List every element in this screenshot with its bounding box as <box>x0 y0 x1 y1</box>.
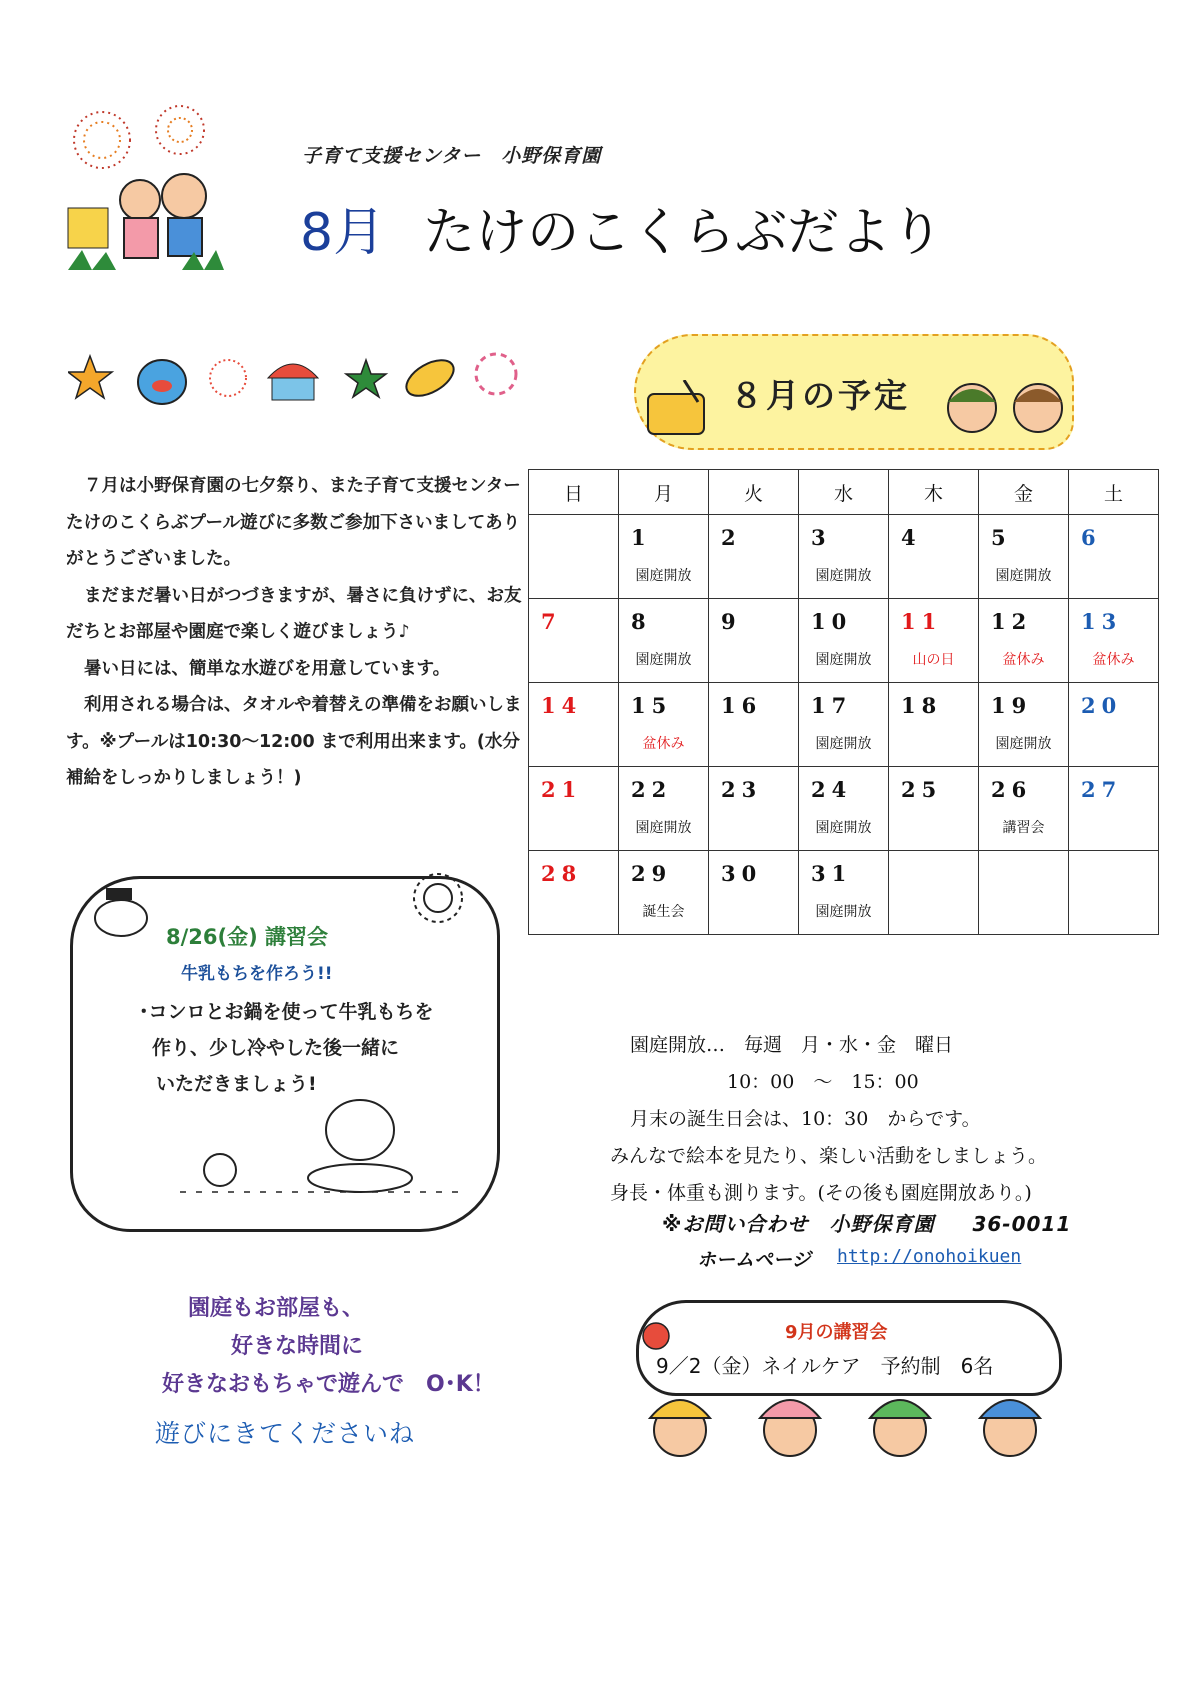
day-number: 19 <box>991 693 1033 718</box>
day-event: 園庭開放 <box>815 904 872 920</box>
homepage-link[interactable]: http://onohoikuen <box>837 1246 1022 1267</box>
star-green-icon <box>346 360 386 397</box>
calendar-header-row <box>529 470 1159 515</box>
lecture-subtitle: 牛乳もちを作ろう!! <box>181 964 333 984</box>
calendar-day-cell <box>1069 515 1159 599</box>
day-number: 5 <box>991 525 1012 550</box>
calendar-day-cell <box>709 599 799 683</box>
calendar-day-cell <box>1069 767 1159 851</box>
message-line: 好きなおもちゃで遊んで O･K！ <box>162 1372 495 1397</box>
calendar-body <box>529 515 1159 935</box>
day-number: 14 <box>541 693 583 718</box>
intro-paragraph: まだまだ暑い日がつづきますが、暑さに負けずに、お友だちとお部屋や園庭で楽しく遊びましょう♪ <box>66 585 522 642</box>
fireworks-kids-illustration <box>62 100 232 280</box>
homepage-label: ホームページ <box>697 1249 811 1271</box>
lecture-line: 作り、少し冷やした後一緒に <box>152 1037 400 1059</box>
day-event: 講習会 <box>1002 820 1045 836</box>
day-event: 園庭開放 <box>995 568 1052 584</box>
message-line: 好きな時間に <box>231 1334 364 1359</box>
day-number: 16 <box>721 693 763 718</box>
info-line: 園庭開放… 毎週 月・水・金 曜日 <box>630 1034 954 1056</box>
day-event: 園庭開放 <box>635 568 692 584</box>
day-number: 27 <box>1081 777 1123 802</box>
day-number: 18 <box>901 693 943 718</box>
decorative-icon-row <box>68 350 538 410</box>
calendar-day-cell <box>1069 851 1159 935</box>
info-line: 月末の誕生日会は、10：30 からです。 <box>630 1108 981 1130</box>
info-block <box>610 1027 1047 1212</box>
day-number: 30 <box>721 861 763 886</box>
weekday-header: 金 <box>979 470 1069 515</box>
september-title: 9月の講習会 <box>785 1322 888 1343</box>
calendar-day-cell <box>529 515 619 599</box>
day-number: 28 <box>541 861 583 886</box>
day-number: 15 <box>631 693 673 718</box>
calendar-day-cell <box>889 683 979 767</box>
weekday-header: 水 <box>799 470 889 515</box>
newsletter-title <box>300 190 943 265</box>
day-number: 20 <box>1081 693 1123 718</box>
calendar-day-cell <box>529 767 619 851</box>
intro-paragraph: 利用される場合は、タオルや着替えの準備をお願いします。※プールは10:30～12:00 まで利用出来ます。(水分補給をしっかりしましょう！) <box>66 695 522 788</box>
calendar-day-cell <box>1069 599 1159 683</box>
day-event: 盆休み <box>1092 652 1135 668</box>
title-month: 8月 <box>300 203 386 263</box>
star-icon <box>68 356 112 398</box>
day-number: 29 <box>631 861 673 886</box>
day-event: 園庭開放 <box>815 652 872 668</box>
come-play-text: 遊びにきてくださいね <box>155 1419 416 1448</box>
day-event: 園庭開放 <box>635 652 692 668</box>
calendar-day-cell <box>619 851 709 935</box>
calendar-day-cell <box>709 851 799 935</box>
calendar-day-cell <box>799 683 889 767</box>
intro-paragraph: 暑い日には、簡単な水遊びを用意しています。 <box>84 658 451 679</box>
september-detail: 9／2（金）ネイルケア 予約制 6名 <box>656 1354 994 1378</box>
day-event: 誕生会 <box>642 904 685 920</box>
day-event: 園庭開放 <box>995 736 1052 752</box>
title-text: たけのこくらぶだより <box>423 203 944 263</box>
sun-icon <box>408 868 468 928</box>
calendar-day-cell <box>529 599 619 683</box>
day-number: 3 <box>811 525 832 550</box>
info-line: 10：00 ～ 15：00 <box>727 1071 919 1093</box>
lecture-line: ･コンロとお鍋を使って牛乳もちを <box>139 1001 434 1023</box>
calendar-day-cell <box>979 851 1069 935</box>
goldfish-bag-icon <box>138 360 186 404</box>
day-event: 山の日 <box>912 652 955 668</box>
organization-name: 子育て支援センター 小野保育園 <box>302 145 602 167</box>
intro-text <box>66 468 528 797</box>
kids-eating-illustration <box>940 378 1070 452</box>
contact-number: 36-0011 <box>972 1212 1072 1236</box>
day-number: 25 <box>901 777 943 802</box>
contact-label: ※お問い合わせ 小野保育園 <box>662 1212 935 1236</box>
calendar-day-cell <box>529 683 619 767</box>
calendar-day-cell <box>889 767 979 851</box>
day-number: 26 <box>991 777 1033 802</box>
fireworks-pink-icon <box>476 354 516 394</box>
pot-icon <box>640 380 720 450</box>
day-number: 24 <box>811 777 853 802</box>
calendar-day-cell <box>709 515 799 599</box>
day-number: 11 <box>901 609 943 634</box>
lecture-body <box>139 994 434 1102</box>
day-number: 8 <box>631 609 652 634</box>
calendar-week-row <box>529 515 1159 599</box>
calendar-day-cell <box>979 683 1069 767</box>
day-number: 10 <box>811 609 853 634</box>
day-event: 園庭開放 <box>815 568 872 584</box>
day-number: 17 <box>811 693 853 718</box>
day-number: 22 <box>631 777 673 802</box>
fireworks-icon <box>74 106 204 168</box>
intro-paragraph: ７月は小野保育園の七夕祭り、また子育て支援センターたけのこくらぶプール遊びに多数ご参加下さいましてありがとうございました。 <box>66 476 521 569</box>
dog-in-float-icon <box>180 1090 470 1200</box>
corn-icon <box>400 353 459 403</box>
fireworks-small-icon <box>210 360 246 396</box>
pig-icon <box>86 880 156 940</box>
calendar-day-cell <box>619 599 709 683</box>
day-number: 13 <box>1081 609 1123 634</box>
calendar-day-cell <box>709 683 799 767</box>
welcome-message <box>162 1290 495 1404</box>
weekday-header: 木 <box>889 470 979 515</box>
message-line: 園庭もお部屋も、 <box>188 1296 365 1321</box>
weekday-header: 日 <box>529 470 619 515</box>
calendar-day-cell <box>799 767 889 851</box>
calendar-day-cell <box>1069 683 1159 767</box>
lecture-line: いただきましょう! <box>156 1073 317 1095</box>
info-line: みんなで絵本を見たり、楽しい活動をしましょう。 <box>610 1145 1048 1167</box>
contact-info <box>662 1208 1071 1237</box>
day-number: 2 <box>721 525 742 550</box>
calendar-day-cell <box>619 767 709 851</box>
calendar-week-row <box>529 767 1159 851</box>
calendar-day-cell <box>799 851 889 935</box>
calendar-day-cell <box>799 599 889 683</box>
weekday-header: 土 <box>1069 470 1159 515</box>
weekday-header: 火 <box>709 470 799 515</box>
calendar-day-cell <box>619 515 709 599</box>
day-event: 園庭開放 <box>815 820 872 836</box>
day-number: 31 <box>811 861 853 886</box>
calendar-day-cell <box>889 515 979 599</box>
calendar-day-cell <box>979 515 1069 599</box>
day-number: 9 <box>721 609 742 634</box>
day-number: 6 <box>1081 525 1102 550</box>
lecture-title: 8/26(金) 講習会 <box>166 925 329 949</box>
calendar-day-cell <box>799 515 889 599</box>
weekday-header: 月 <box>619 470 709 515</box>
calendar-day-cell <box>979 599 1069 683</box>
day-number: 23 <box>721 777 763 802</box>
calendar-week-row <box>529 851 1159 935</box>
day-number: 1 <box>631 525 652 550</box>
day-number: 12 <box>991 609 1033 634</box>
calendar-day-cell <box>619 683 709 767</box>
day-number: 4 <box>901 525 922 550</box>
calendar-week-row <box>529 599 1159 683</box>
calendar-day-cell <box>529 851 619 935</box>
day-event: 盆休み <box>642 736 685 752</box>
day-event: 盆休み <box>1002 652 1045 668</box>
calendar-day-cell <box>979 767 1069 851</box>
day-event: 園庭開放 <box>635 820 692 836</box>
shaved-ice-icon <box>268 364 318 400</box>
schedule-title: ８月の予定 <box>730 376 910 415</box>
calendar-day-cell <box>889 851 979 935</box>
day-number: 7 <box>541 609 562 634</box>
calendar-week-row <box>529 683 1159 767</box>
day-number: 21 <box>541 777 583 802</box>
calendar-day-cell <box>889 599 979 683</box>
day-event: 園庭開放 <box>815 736 872 752</box>
august-calendar <box>528 469 1159 935</box>
kids-hats-illustration <box>630 1382 1070 1462</box>
info-line: 身長・体重も測ります。(その後も園庭開放あり。) <box>610 1182 1032 1204</box>
calendar-day-cell <box>709 767 799 851</box>
